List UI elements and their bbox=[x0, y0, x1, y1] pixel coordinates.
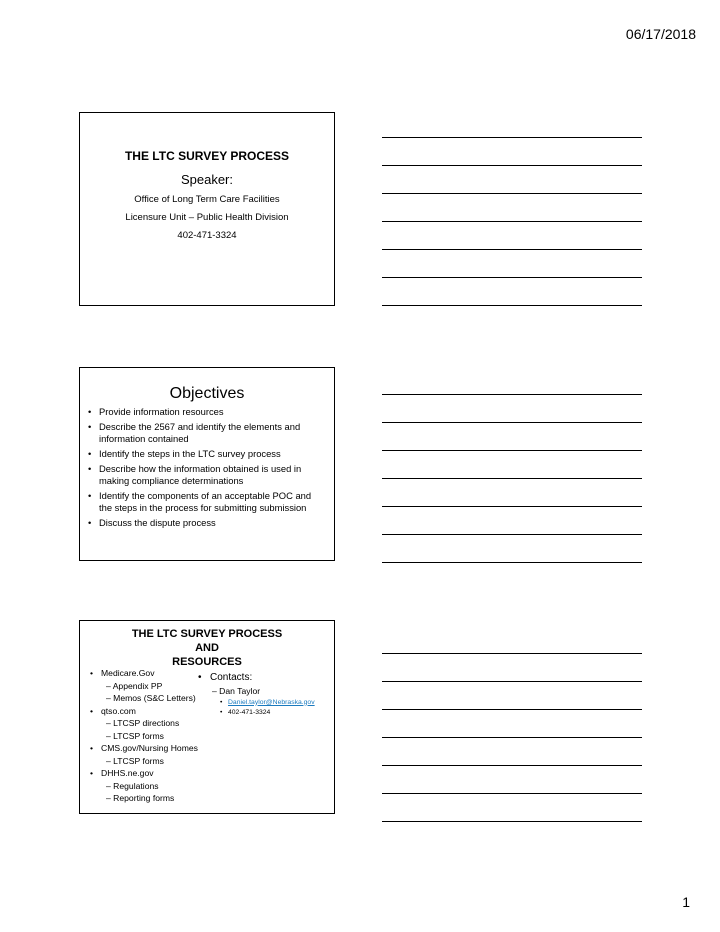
resource-subitem: – LTCSP directions bbox=[106, 718, 180, 728]
resource-subitem: – Regulations bbox=[106, 780, 159, 791]
resource-subitem: – Appendix PP bbox=[106, 680, 163, 691]
slide-1-office-line: Office of Long Term Care Facilities bbox=[134, 194, 280, 205]
resource-item: • CMS.gov/Nursing Homes bbox=[90, 742, 220, 755]
objective-item: • Identify the components of an acceptable POC and the steps in the process for submitting submission bbox=[88, 490, 326, 514]
objective-item: • Describe how the information obtained is used in making compliance determinations bbox=[88, 463, 326, 487]
resource-item: • Medicare.Gov bbox=[90, 667, 220, 680]
resource-subitem: – LTCSP forms bbox=[106, 730, 164, 741]
header-date: 06/17/2018 bbox=[625, 26, 696, 42]
contact-phone: • 402-471-3324 bbox=[198, 708, 334, 718]
resource-subitem: – Reporting forms bbox=[106, 793, 175, 803]
slide-1-title: THE LTC SURVEY PROCESS bbox=[124, 149, 290, 163]
objective-item: • Describe the 2567 and identify the elements and information contained bbox=[88, 421, 326, 445]
slide-1-unit-line: Licensure Unit – Public Health Division bbox=[125, 212, 289, 223]
objective-item: • Identify the steps in the LTC survey process bbox=[88, 448, 326, 460]
resource-item: • qtso.com bbox=[90, 705, 220, 718]
slide-3-thumbnail bbox=[79, 620, 335, 814]
slide-1-phone-line: 402-471-3324 bbox=[177, 230, 237, 241]
contact-email-item bbox=[198, 698, 334, 708]
objective-item: • Discuss the dispute process bbox=[88, 517, 326, 529]
slide-2-thumbnail bbox=[79, 367, 335, 561]
contacts-heading: • Contacts: bbox=[198, 671, 334, 685]
contact-name: – Dan Taylor bbox=[212, 686, 261, 696]
objectives-list bbox=[88, 406, 326, 532]
slide-1-speaker-label: Speaker: bbox=[180, 172, 234, 187]
slide-3-title: THE LTC SURVEY PROCESS AND RESOURCES bbox=[131, 628, 283, 668]
resource-subitem: – Memos (S&C Letters) bbox=[106, 693, 196, 703]
resource-item: • DHHS.ne.gov bbox=[90, 767, 220, 780]
slide-1-thumbnail bbox=[79, 112, 335, 306]
resource-subitem: – LTCSP forms bbox=[106, 755, 164, 766]
contacts-list bbox=[198, 671, 334, 718]
page-number: 1 bbox=[682, 894, 690, 910]
slide-2-title: Objectives bbox=[169, 385, 245, 402]
contact-email-link[interactable]: Daniel.taylor@Nebraska.gov bbox=[228, 698, 315, 706]
objective-item: • Provide information resources bbox=[88, 406, 326, 418]
